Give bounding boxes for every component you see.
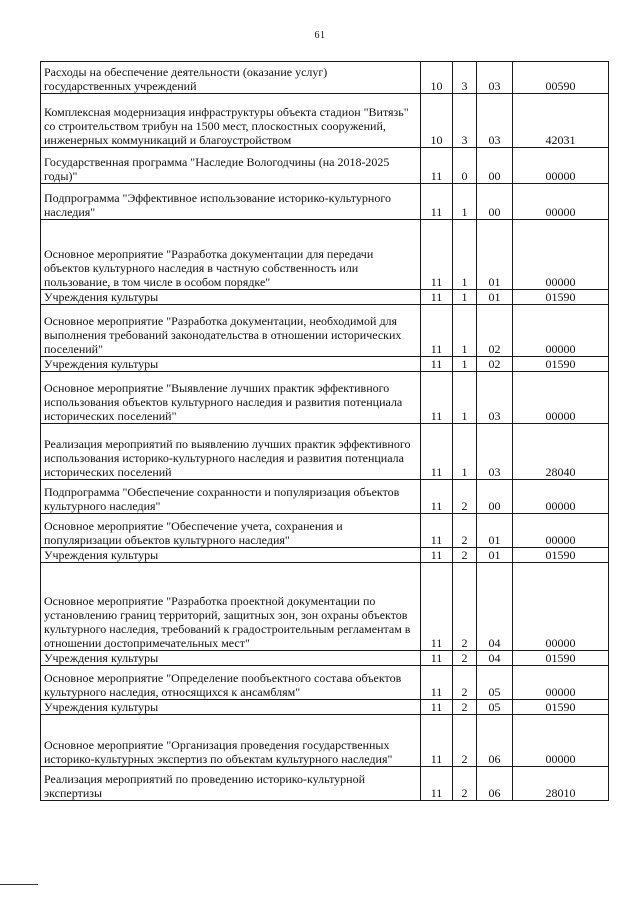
row-direction-code: 28010 (513, 767, 609, 801)
row-subprogram-code: 03 (477, 62, 513, 94)
table-row (41, 563, 609, 651)
row-name: Учреждения культуры (41, 290, 421, 305)
row-program-code: 1 (453, 220, 477, 290)
row-section-code: 10 (421, 62, 453, 94)
row-section-code: 11 (421, 715, 453, 767)
row-section-code: 11 (421, 514, 453, 548)
table-row (41, 700, 609, 715)
row-subprogram-code: 04 (477, 563, 513, 651)
row-program-code: 2 (453, 767, 477, 801)
row-direction-code: 00000 (513, 563, 609, 651)
row-direction-code: 00000 (513, 666, 609, 700)
row-direction-code: 00590 (513, 62, 609, 94)
row-subprogram-code: 01 (477, 548, 513, 563)
row-name: Основное мероприятие "Обеспечение учета, сохранения и популяризации объектов культурного наследия" (41, 514, 421, 548)
table-row (41, 148, 609, 184)
page-number: 61 (314, 30, 326, 41)
row-section-code: 11 (421, 372, 453, 424)
table-row (41, 357, 609, 372)
table-row (41, 372, 609, 424)
row-direction-code: 00000 (513, 715, 609, 767)
row-name: Основное мероприятие "Разработка документации, необходимой для выполнения требований законодательства в отношении исторических поселений" (41, 305, 421, 357)
row-program-code: 2 (453, 666, 477, 700)
table-row (41, 290, 609, 305)
row-section-code: 11 (421, 480, 453, 514)
row-program-code: 2 (453, 563, 477, 651)
budget-table-body (41, 62, 609, 801)
table-row (41, 424, 609, 480)
row-program-code: 2 (453, 548, 477, 563)
row-subprogram-code: 05 (477, 666, 513, 700)
row-name: Основное мероприятие "Разработка проектной документации по установлению границ территорий, защитных зон, зон охраны объектов культурного наследия, требований к градостроительным регламентам в отношении достопримечательных мест" (41, 563, 421, 651)
row-direction-code: 01590 (513, 700, 609, 715)
row-name: Реализация мероприятий по проведению историко-культурной экспертизы (41, 767, 421, 801)
row-section-code: 11 (421, 767, 453, 801)
row-name: Учреждения культуры (41, 651, 421, 666)
table-row (41, 548, 609, 563)
row-name: Основное мероприятие "Определение пообъектного состава объектов культурного наследия, относящихся к ансамблям" (41, 666, 421, 700)
row-subprogram-code: 00 (477, 480, 513, 514)
row-direction-code: 00000 (513, 184, 609, 220)
row-direction-code: 01590 (513, 548, 609, 563)
row-direction-code: 01590 (513, 290, 609, 305)
row-section-code: 10 (421, 94, 453, 148)
table-row (41, 62, 609, 94)
row-section-code: 11 (421, 424, 453, 480)
row-program-code: 2 (453, 651, 477, 666)
table-row (41, 480, 609, 514)
row-subprogram-code: 03 (477, 94, 513, 148)
row-section-code: 11 (421, 305, 453, 357)
row-direction-code: 00000 (513, 305, 609, 357)
table-row (41, 305, 609, 357)
row-program-code: 1 (453, 290, 477, 305)
row-subprogram-code: 04 (477, 651, 513, 666)
row-direction-code: 00000 (513, 148, 609, 184)
row-program-code: 0 (453, 148, 477, 184)
row-program-code: 2 (453, 700, 477, 715)
row-direction-code: 42031 (513, 94, 609, 148)
table-row (41, 666, 609, 700)
row-name: Основное мероприятие "Выявление лучших практик эффективного использования объектов культурного наследия и развития потенциала исторических поселений" (41, 372, 421, 424)
row-program-code: 1 (453, 372, 477, 424)
row-name: Учреждения культуры (41, 357, 421, 372)
row-name: Расходы на обеспечение деятельности (оказание услуг) государственных учреждений (41, 62, 421, 94)
row-name: Подпрограмма "Эффективное использование историко-культурного наследия" (41, 184, 421, 220)
row-program-code: 2 (453, 480, 477, 514)
row-program-code: 1 (453, 357, 477, 372)
row-subprogram-code: 01 (477, 220, 513, 290)
row-direction-code: 28040 (513, 424, 609, 480)
row-name: Подпрограмма "Обеспечение сохранности и популяризация объектов культурного наследия" (41, 480, 421, 514)
row-subprogram-code: 00 (477, 148, 513, 184)
row-section-code: 11 (421, 563, 453, 651)
row-subprogram-code: 03 (477, 424, 513, 480)
row-name: Основное мероприятие "Разработка документации для передачи объектов культурного наследия в частную собственность или пользование, в том числе в особом порядке" (41, 220, 421, 290)
row-section-code: 11 (421, 290, 453, 305)
row-subprogram-code: 02 (477, 357, 513, 372)
table-row (41, 220, 609, 290)
table-row (41, 514, 609, 548)
row-direction-code: 00000 (513, 480, 609, 514)
table-row (41, 767, 609, 801)
row-section-code: 11 (421, 148, 453, 184)
row-program-code: 1 (453, 305, 477, 357)
row-direction-code: 00000 (513, 220, 609, 290)
row-program-code: 1 (453, 184, 477, 220)
row-subprogram-code: 01 (477, 514, 513, 548)
row-program-code: 1 (453, 424, 477, 480)
table-row (41, 184, 609, 220)
row-name: Реализация мероприятий по выявлению лучших практик эффективного использования историко-культурного наследия и развития потенциала исторических поселений (41, 424, 421, 480)
row-name: Основное мероприятие "Организация проведения государственных историко-культурных экспертиз по объектам культурного наследия" (41, 715, 421, 767)
row-section-code: 11 (421, 651, 453, 666)
row-name: Учреждения культуры (41, 548, 421, 563)
row-subprogram-code: 01 (477, 290, 513, 305)
row-direction-code: 01590 (513, 651, 609, 666)
row-subprogram-code: 05 (477, 700, 513, 715)
table-row (41, 715, 609, 767)
table-row (41, 94, 609, 148)
row-subprogram-code: 06 (477, 715, 513, 767)
row-program-code: 2 (453, 514, 477, 548)
footer-rule (0, 884, 38, 885)
row-program-code: 3 (453, 62, 477, 94)
row-direction-code: 00000 (513, 514, 609, 548)
row-program-code: 3 (453, 94, 477, 148)
budget-table (40, 61, 609, 801)
row-name: Государственная программа "Наследие Вологодчины (на 2018-2025 годы)" (41, 148, 421, 184)
row-subprogram-code: 02 (477, 305, 513, 357)
row-name: Комплексная модернизация инфраструктуры объекта стадион "Витязь" со строительством трибун на 1500 мест, плоскостных сооружений, инженерных коммуникаций и благоустройством (41, 94, 421, 148)
row-program-code: 2 (453, 715, 477, 767)
row-section-code: 11 (421, 548, 453, 563)
row-section-code: 11 (421, 700, 453, 715)
row-subprogram-code: 00 (477, 184, 513, 220)
row-direction-code: 01590 (513, 357, 609, 372)
row-subprogram-code: 03 (477, 372, 513, 424)
row-subprogram-code: 06 (477, 767, 513, 801)
row-section-code: 11 (421, 357, 453, 372)
table-row (41, 651, 609, 666)
row-section-code: 11 (421, 220, 453, 290)
row-direction-code: 00000 (513, 372, 609, 424)
row-name: Учреждения культуры (41, 700, 421, 715)
row-section-code: 11 (421, 184, 453, 220)
row-section-code: 11 (421, 666, 453, 700)
